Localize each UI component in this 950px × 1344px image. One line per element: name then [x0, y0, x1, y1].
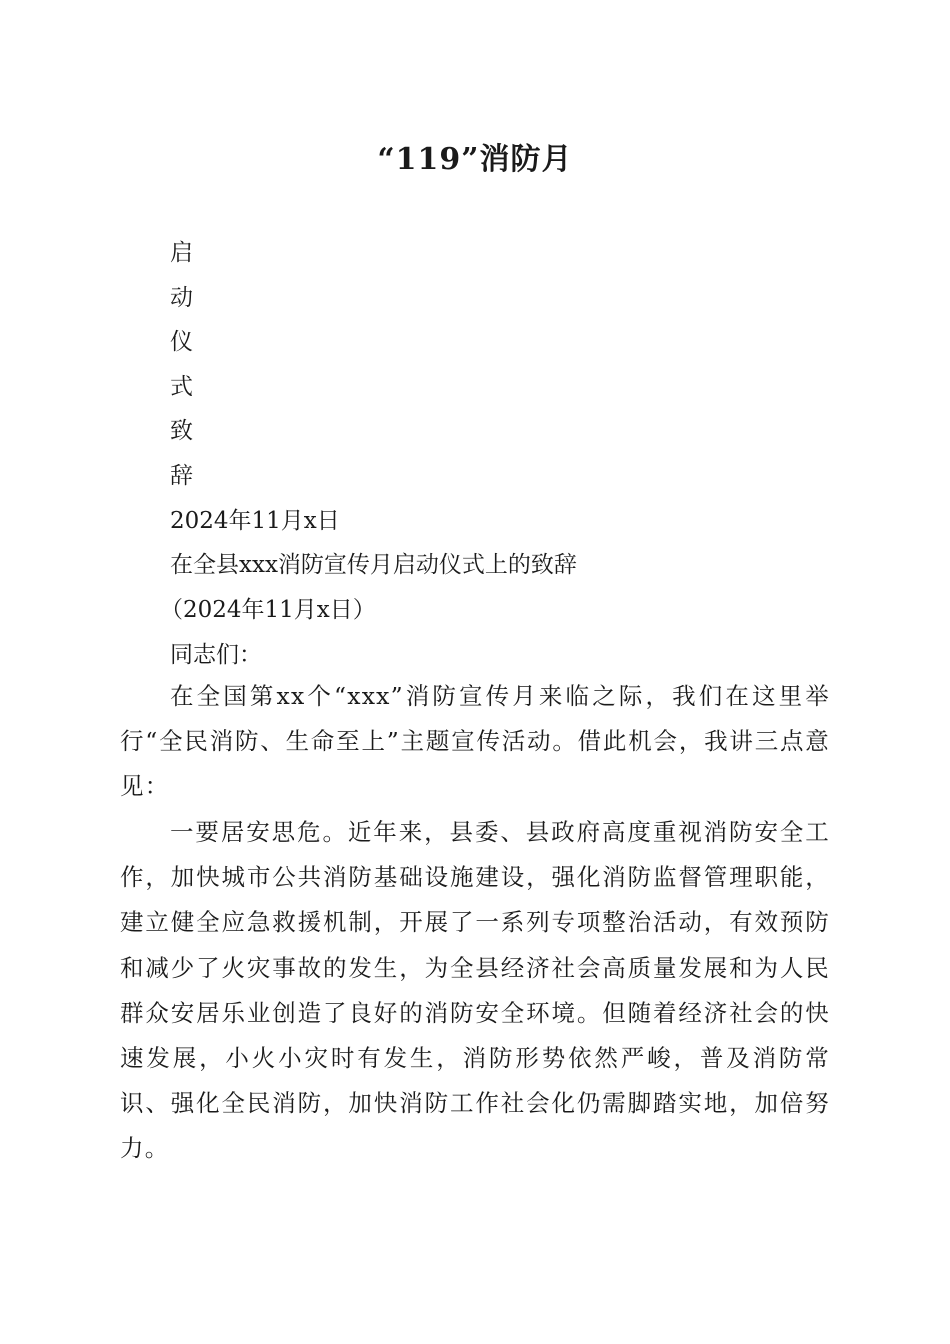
paragraph-point-one: 一要居安思危。近年来，县委、县政府高度重视消防安全工作，加快城市公共消防基础设施建设，强化消防监督管理职能，建立健全应急救援机制，开展了一系列专项整治活动，有效预防和减少了火灾事故的发生，为全县经济社会高质量发展和为人民群众安居乐业创造了良好的消防安全环境。但随着经济社会的快速发展，小火小灾时有发生，消防形势依然严峻，普及消防常识、强化全民消防，加快消防工作社会化仍需脚踏实地，加倍努力。: [120, 818, 830, 1163]
paragraph-intro: 在全国第xx个“xxx”消防宣传月来临之际，我们在这里举行“全民消防、生命至上”主题宣传活动。借此机会，我讲三点意见：: [120, 682, 830, 801]
date-line: 2024年11月x日: [170, 508, 340, 534]
vertical-heading-char-2: 动: [170, 285, 193, 311]
vertical-heading-char-4: 式: [170, 374, 193, 400]
vertical-heading-char-5: 致: [170, 418, 193, 444]
speech-date: （2024年11月x日）: [160, 597, 376, 623]
speech-subtitle: 在全县xxx消防宣传月启动仪式上的致辞: [170, 552, 577, 578]
document-title: “119”消防月: [377, 142, 573, 177]
vertical-heading-char-3: 仪: [170, 329, 193, 355]
vertical-heading-char-6: 辞: [170, 463, 193, 489]
salutation: 同志们：: [170, 642, 262, 668]
vertical-heading-char-1: 启: [170, 240, 193, 266]
